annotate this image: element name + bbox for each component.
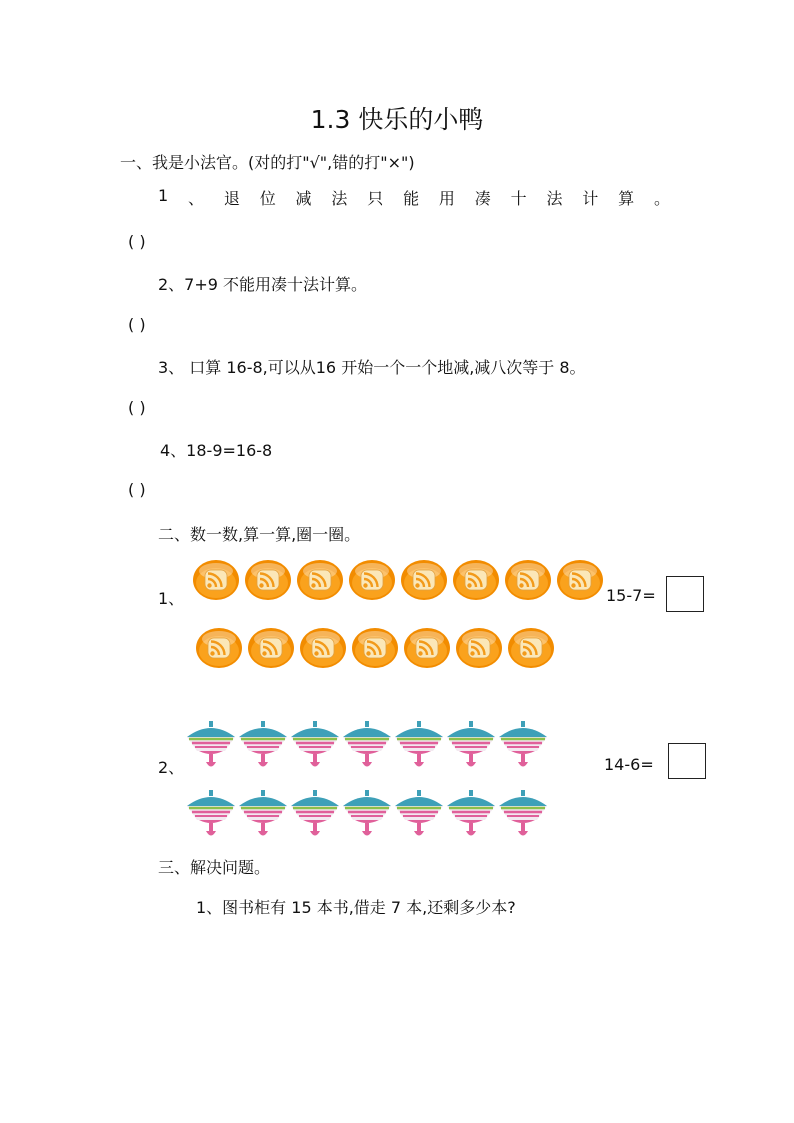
rss-orange-icon: [192, 559, 240, 601]
spinning-top-icon: [185, 790, 237, 840]
question-3: 3、 口算 16-8,可以从16 开始一个一个地减,减八次等于 8。: [158, 358, 586, 377]
question-1-char: 法: [331, 189, 348, 208]
rss-orange-icon: [195, 627, 243, 669]
question-1-char: 算: [618, 189, 635, 208]
rss-orange-icon: [400, 559, 448, 601]
problem2-answer-box[interactable]: [668, 743, 706, 779]
rss-orange-icon: [504, 559, 552, 601]
top-icon-row-2: [185, 790, 549, 840]
question-1-char: 减: [295, 189, 312, 208]
question-4: 4、18-9=16-8: [160, 441, 273, 460]
question-1-char: 凑: [474, 189, 491, 208]
rss-orange-icon: [296, 559, 344, 601]
spinning-top-icon: [185, 721, 237, 771]
question-1-char: 只: [367, 189, 384, 208]
question-1-char: 十: [510, 189, 527, 208]
rss-orange-icon: [247, 627, 295, 669]
rss-orange-icon: [244, 559, 292, 601]
section3-heading: 三、解决问题。: [158, 858, 271, 877]
spinning-top-icon: [445, 790, 497, 840]
rss-orange-icon: [403, 627, 451, 669]
question-1-char: 退: [223, 189, 240, 208]
question-1-char: 、: [188, 189, 205, 208]
spinning-top-icon: [341, 721, 393, 771]
question-2: 2、7+9 不能用凑十法计算。: [158, 275, 368, 294]
problem1-equation: 15-7=: [606, 586, 656, 605]
spinning-top-icon: [289, 721, 341, 771]
rss-icon-row-1: [192, 559, 608, 601]
problem2-label: 2、: [158, 758, 185, 777]
question-1-char: 能: [403, 189, 420, 208]
spinning-top-icon: [341, 790, 393, 840]
spinning-top-icon: [289, 790, 341, 840]
section1-heading: 一、我是小法官。(对的打"√",错的打"×"): [120, 153, 415, 172]
rss-orange-icon: [452, 559, 500, 601]
page-title: 1.3 快乐的小鸭: [310, 105, 484, 134]
question-1-char: 位: [259, 189, 276, 208]
spinning-top-icon: [393, 790, 445, 840]
question-1-char: 计: [582, 189, 599, 208]
problem2-equation: 14-6=: [604, 755, 654, 774]
question-1-char: 用: [438, 189, 455, 208]
rss-orange-icon: [351, 627, 399, 669]
top-icon-row-1: [185, 721, 549, 771]
question-1-char: 1: [158, 186, 169, 205]
question-1: [158, 186, 670, 209]
spinning-top-icon: [497, 721, 549, 771]
rss-orange-icon: [556, 559, 604, 601]
rss-orange-icon: [299, 627, 347, 669]
spinning-top-icon: [445, 721, 497, 771]
answer-paren-1[interactable]: ( ): [128, 232, 146, 251]
section2-heading: 二、数一数,算一算,圈一圈。: [158, 525, 361, 544]
answer-paren-4[interactable]: ( ): [128, 480, 146, 499]
rss-orange-icon: [348, 559, 396, 601]
answer-paren-2[interactable]: ( ): [128, 315, 146, 334]
spinning-top-icon: [237, 721, 289, 771]
rss-orange-icon: [455, 627, 503, 669]
rss-orange-icon: [507, 627, 555, 669]
answer-paren-3[interactable]: ( ): [128, 398, 146, 417]
question-1-char: 。: [653, 189, 670, 208]
rss-icon-row-2: [195, 627, 559, 669]
spinning-top-icon: [237, 790, 289, 840]
problem1-answer-box[interactable]: [666, 576, 704, 612]
problem1-label: 1、: [158, 589, 185, 608]
question-1-char: 法: [546, 189, 563, 208]
section3-question-1: 1、图书柜有 15 本书,借走 7 本,还剩多少本?: [196, 898, 516, 917]
spinning-top-icon: [497, 790, 549, 840]
spinning-top-icon: [393, 721, 445, 771]
